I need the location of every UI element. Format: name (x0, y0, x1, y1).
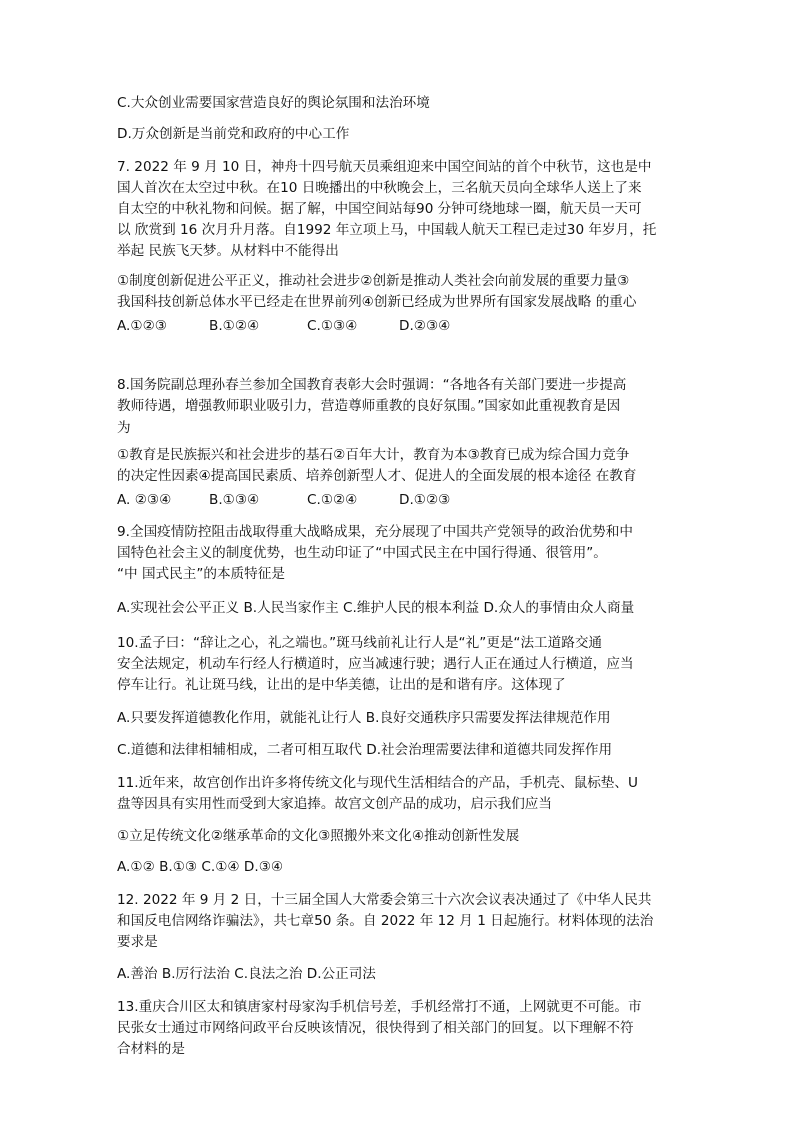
q8-option-c: C.①②④ (307, 492, 358, 508)
text-line: 我国科技创新总体水平已经走在世界前列④创新已经成为世界所有国家发展战略 的重心 (117, 294, 637, 310)
text-line: A.只要发挥道德教化作用，就能礼让行人 B.良好交通秩序只需要发挥法律规范作用 (117, 710, 611, 726)
text-line: ①制度创新促进公平正义，推动社会进步②创新是推动人类社会向前发展的重要力量③ (117, 273, 630, 289)
text-line: 8.国务院副总理孙春兰参加全国教育表彰大会时强调：“各地各有关部门要进一步提高 (117, 377, 627, 393)
text-line: 国特色社会主义的制度优势，也生动印证了“中国式民主在中国行得通、很管用”。 (117, 545, 607, 561)
q8-option-d: D.①②③ (399, 492, 451, 508)
text-line: D.万众创新是当前党和政府的中心工作 (117, 126, 350, 142)
text-line: 为 (117, 420, 131, 436)
text-line: 安全法规定，机动车行经人行横道时，应当减速行驶；遇行人正在通过人行横道，应当 (117, 656, 634, 672)
q7-options (117, 316, 497, 337)
q7-option-b: B.①②④ (209, 318, 260, 334)
text-line: 10.孟子曰：“辞让之心，礼之端也。”斑马线前礼让行人是“礼”更是“法工道路交通 (117, 635, 603, 651)
text-line: 9.全国疫情防控阻击战取得重大战略成果，充分展现了中国共产党领导的政治优势和中 (117, 524, 633, 540)
text-line: 国人首次在太空过中秋。在10 日晚播出的中秋晚会上，三名航天员向全球华人送上了来 (117, 180, 642, 196)
text-line: 举起 民族飞天梦。从材料中不能得出 (117, 243, 339, 259)
q7-option-a: A.①②③ (117, 318, 167, 334)
q7-option-c: C.①③④ (307, 318, 358, 334)
text-line: 停车让行。礼让斑马线，让出的是中华美德，让出的是和谐有序。这体现了 (117, 677, 566, 693)
q8-option-a: A. ②③④ (117, 492, 172, 508)
text-line: A.①② B.①③ C.①④ D.③④ (117, 859, 284, 875)
text-line: 以 欣赏到 16 次月升月落。自1992 年立项上马，中国载人航天工程已走过30 年岁月，托 (117, 222, 657, 238)
text-line: 合材料的是 (117, 1041, 185, 1057)
text-line: A.善治 B.厉行法治 C.良法之治 D.公正司法 (117, 966, 376, 982)
text-line: C.道德和法律相辅相成，二者可相互取代 D.社会治理需要法律和道德共同发挥作用 (117, 742, 613, 758)
text-line: ①立足传统文化②继承革命的文化③照搬外来文化④推动创新性发展 (117, 828, 520, 844)
text-line: ①教育是民族振兴和社会进步的基石②百年大计，教育为本③教育已成为综合国力竞争 (117, 447, 630, 463)
q8-options (117, 490, 497, 511)
text-line: 12. 2022 年 9 月 2 日，十三届全国人大常委会第三十六次会议表决通过了《中华人民共 (117, 892, 652, 908)
text-line: 的决定性因素④提高国民素质、培养创新型人才、促进人的全面发展的根本途径 在教育 (117, 468, 637, 484)
text-line: 7. 2022 年 9 月 10 日，神舟十四号航天员乘组迎来中国空间站的首个中秋节，这也是中 (117, 159, 652, 175)
text-line: C.大众创业需要国家营造良好的舆论氛围和法治环境 (117, 95, 430, 111)
text-line: 和国反电信网络诈骗法》，共七章50 条。自 2022 年 12 月 1 日起施行。材料体现的法治 (117, 913, 654, 929)
text-line: 盘等因具有实用性而受到大家追捧。故宫文创产品的成功，启示我们应当 (117, 796, 552, 812)
text-line: 民张女士通过市网络问政平台反映该情况，很快得到了相关部门的回复。以下理解不符 (117, 1020, 634, 1036)
text-line: 13.重庆合川区太和镇唐家村母家沟手机信号差，手机经常打不通，上网就更不可能。市 (117, 999, 642, 1015)
text-line: 11.近年来，故宫创作出许多将传统文化与现代生活相结合的产品，手机壳、鼠标垫、U (117, 775, 638, 791)
q8-option-b: B.①③④ (209, 492, 260, 508)
text-line: 教师待遇，增强教师职业吸引力，营造尊师重教的良好氛围。”国家如此重视教育是因 (117, 398, 621, 414)
text-line: 自太空的中秋礼物和问候。据了解，中国空间站每90 分钟可绕地球一圈，航天员一天可 (117, 201, 642, 217)
text-line: A.实现社会公平正义 B.人民当家作主 C.维护人民的根本利益 D.众人的事情由众人商量 (117, 600, 635, 616)
q7-option-d: D.②③④ (399, 318, 451, 334)
text-line: “中 国式民主”的本质特征是 (117, 566, 285, 582)
text-line: 要求是 (117, 934, 158, 950)
